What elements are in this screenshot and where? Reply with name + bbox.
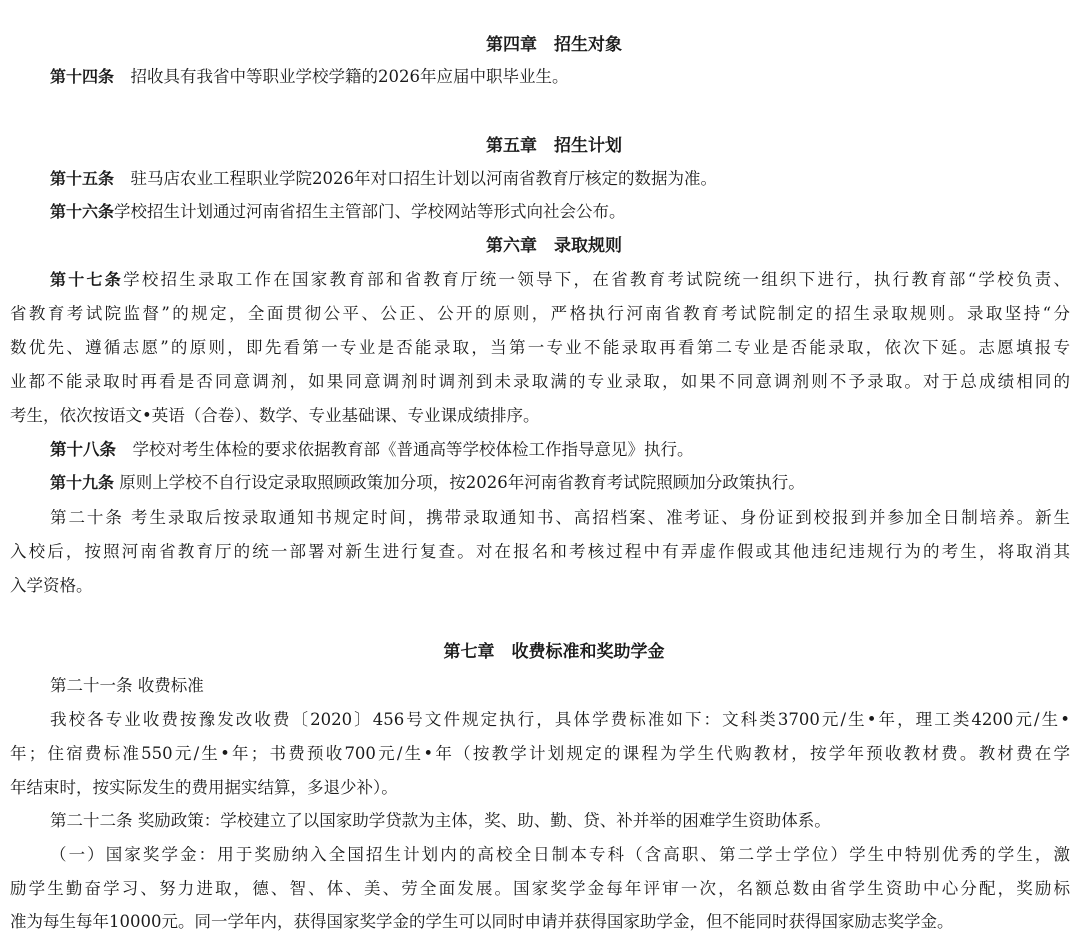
article-19-text: 原则上学校不自行设定录取照顾政策加分项，按2026年河南省教育考试院照顾加分政策执行。 (119, 473, 805, 492)
article-17-text-1: 学校招生录取工作在国家教育部和省教育厅统一领导下，在省教育考试院统一组织下进行，执行教育部“学校负责、 (123, 270, 1070, 289)
chapter-7-heading: 第七章 收费标准和奖助学金 (443, 642, 665, 662)
article-18-label: 第十八条 (50, 440, 116, 459)
article-16-text: 学校招生计划通过河南省招生主管部门、学校网站等形式向社会公布。 (114, 202, 626, 221)
article-20-line-2: 入校后，按照河南省教育厅的统一部署对新生进行复查。对在报名和考核过程中有弄虚作假或其他违纪违规行为的考生，将取消其 (10, 542, 1070, 561)
article-21-line-1 (10, 710, 1070, 730)
article-14 (10, 67, 1070, 87)
article-21-text-1: 我校各专业收费按豫发改收费〔2020〕456号文件规定执行，具体学费标准如下：文科类3700元/生•年，理工类4200元/生• (50, 710, 1070, 729)
article-20-line-3: 入学资格。 (10, 576, 93, 595)
article-17-line-1 (10, 270, 1070, 290)
article-17-line-3: 数优先、遵循志愿”的原则，即先看第一专业是否能录取，当第一专业不能录取再看第二专业是否能录取，依次下延。志愿填报专 (10, 338, 1070, 357)
article-16 (10, 202, 1070, 222)
scholarship-line-2: 励学生勤奋学习、努力进取，德、智、体、美、劳全面发展。国家奖学金每年评审一次，名额总数由省学生资助中心分配，奖励标 (10, 879, 1070, 898)
article-16-label: 第十六条 (50, 202, 115, 221)
article-14-text: 招收具有我省中等职业学校学籍的2026年应届中职毕业生。 (114, 67, 569, 86)
article-20-label: 第二十条 (50, 508, 124, 527)
article-21 (10, 676, 1070, 696)
scholarship-line-1 (10, 845, 1070, 865)
article-19 (10, 473, 1070, 493)
article-21-line-2: 年；住宿费标准550元/生•年；书费预收700元/生•年（按教学计划规定的课程为学生代购教材，按学年预收教材费。教材费在学 (10, 744, 1070, 763)
article-20-text-1: 考生录取后按录取通知书规定时间，携带录取通知书、高招档案、准考证、身份证到校报到并参加全日制培养。新生 (131, 508, 1071, 527)
article-18 (10, 440, 1070, 460)
article-15-text: 驻马店农业工程职业学院2026年对口招生计划以河南省教育厅核定的数据为准。 (114, 169, 718, 188)
article-22-label: 第二十二条 (50, 811, 133, 830)
article-17-line-4: 业都不能录取时再看是否同意调剂，如果同意调剂时调剂到未录取满的专业录取，如果不同意调剂则不予录取。对于总成绩相同的 (10, 372, 1070, 391)
article-21-line-3: 年结束时，按实际发生的费用据实结算，多退少补）。 (10, 778, 398, 797)
article-19-label: 第十九条 (50, 473, 115, 492)
article-17-line-2: 省教育考试院监督”的规定，全面贯彻公平、公正、公开的原则，严格执行河南省教育考试院制定的招生录取规则。录取坚持“分 (10, 304, 1070, 323)
scholarship-line-3: 准为每生每年10000元。同一学年内，获得国家奖学金的学生可以同时申请并获得国家助学金，但不能同时获得国家励志奖学金。 (10, 912, 954, 931)
article-18-text: 学校对考生体检的要求依据教育部《普通高等学校体检工作指导意见》执行。 (132, 440, 694, 459)
article-20-line-1 (10, 508, 1070, 528)
article-17-label: 第十七条 (50, 270, 124, 289)
article-22 (10, 811, 1070, 831)
article-22-text: 奖励政策：学校建立了以国家助学贷款为主体，奖、助、勤、贷、补并举的困难学生资助体系。 (137, 811, 831, 830)
chapter-6-heading: 第六章 录取规则 (486, 236, 622, 256)
scholarship-text-1: （一）国家奖学金：用于奖励纳入全国招生计划内的高校全日制本专科（含高职、第二学士学位）学生中特别优秀的学生，激 (50, 845, 1070, 864)
article-21-label: 第二十一条 (50, 676, 133, 695)
article-14-label: 第十四条 (50, 67, 115, 86)
article-15-label: 第十五条 (50, 169, 115, 188)
article-21-title: 收费标准 (137, 676, 204, 695)
chapter-4-heading: 第四章 招生对象 (486, 35, 622, 55)
chapter-5-heading: 第五章 招生计划 (486, 136, 622, 156)
article-17-line-5: 考生，依次按语文•英语（合卷）、数学、专业基础课、专业课成绩排序。 (10, 406, 540, 425)
article-15 (10, 169, 1070, 189)
